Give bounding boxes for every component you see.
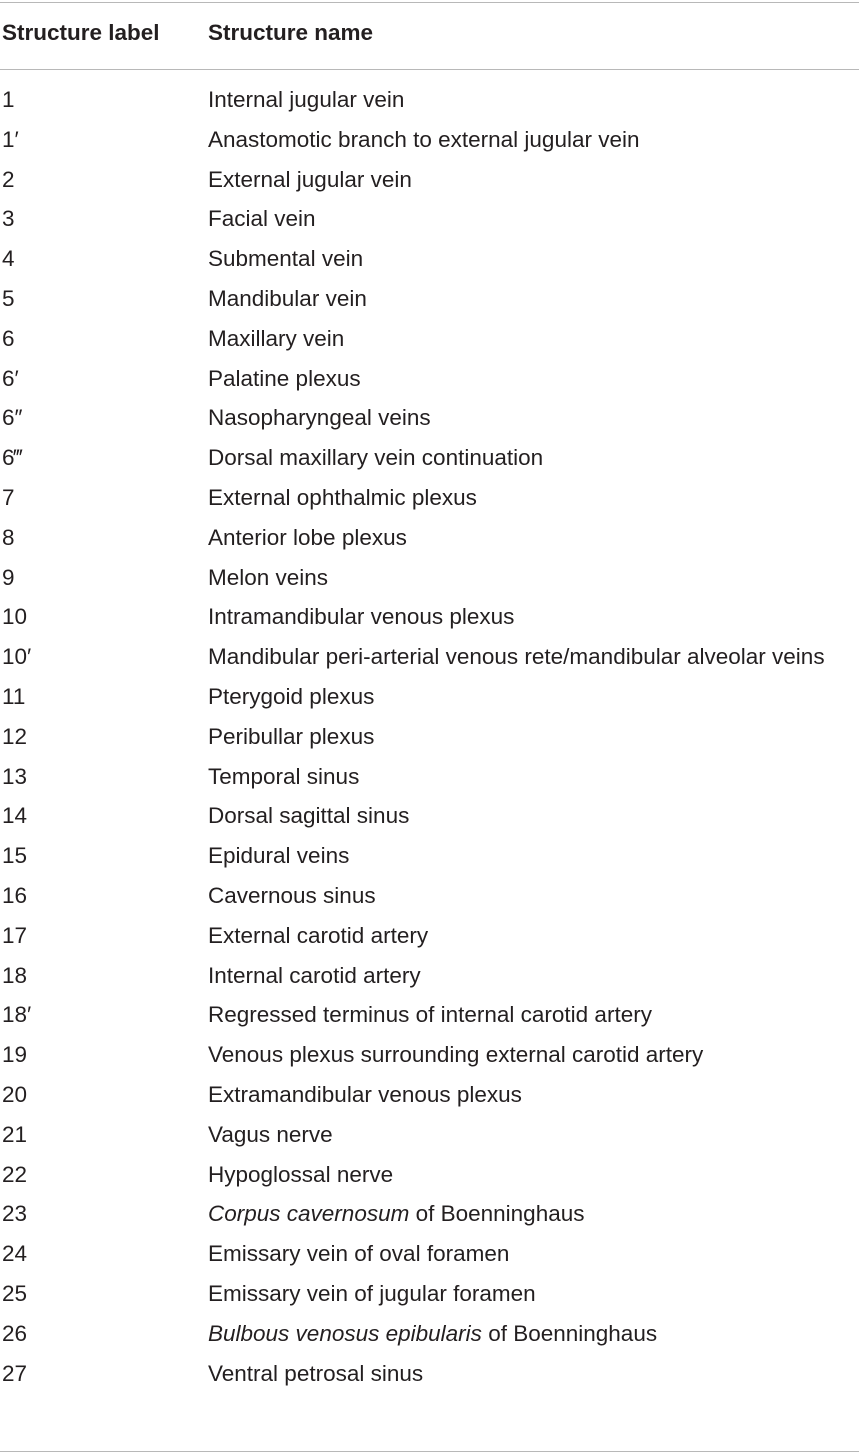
table-row: [0, 279, 859, 319]
header-structure-label: Structure label: [2, 20, 160, 45]
structure-name-cell: Melon veins: [208, 564, 329, 590]
structure-label-cell: 3: [2, 206, 15, 232]
structure-name-cell: Nasopharyngeal veins: [208, 405, 431, 431]
table-row: [0, 1194, 859, 1234]
table-body: [0, 80, 859, 1393]
table-top-rule: [0, 2, 859, 3]
structure-label-cell: 23: [2, 1201, 28, 1227]
structure-name-cell: Anterior lobe plexus: [208, 524, 407, 550]
structure-name-cell: Anastomotic branch to external jugular vein: [208, 126, 640, 152]
structure-label-cell: 10: [2, 604, 28, 630]
structure-label-cell: 15: [2, 843, 28, 869]
structure-name-cell: Peribullar plexus: [208, 723, 375, 749]
structure-label-cell: 1: [2, 87, 15, 112]
structure-name-rest: of Boenninghaus: [409, 1201, 585, 1227]
structure-label-cell: 6‴: [2, 445, 23, 471]
structure-name-cell: Intramandibular venous plexus: [208, 604, 515, 630]
structure-name-cell: Venous plexus surrounding external carotid artery: [208, 1042, 704, 1068]
header-structure-name: Structure name: [208, 20, 374, 45]
structure-label-cell: 25: [2, 1280, 28, 1306]
structure-name-cell: Emissary vein of oval foramen: [208, 1241, 510, 1267]
structure-label-cell: 6: [2, 325, 15, 351]
structure-label-cell: 11: [2, 683, 26, 709]
structure-label-cell: 2: [2, 166, 15, 192]
structure-label-cell: 26: [2, 1320, 28, 1346]
structure-name-cell: Maxillary vein: [208, 325, 345, 351]
table-row: [0, 757, 859, 797]
structure-name-cell: Facial vein: [208, 206, 316, 232]
structure-name-cell: Palatine plexus: [208, 365, 361, 391]
structure-name-cell: Dorsal sagittal sinus: [208, 803, 410, 829]
structure-label-cell: 4: [2, 246, 15, 272]
structure-name-cell: Ventral petrosal sinus: [208, 1360, 424, 1386]
table-row: [0, 160, 859, 200]
table-row: [0, 1314, 859, 1354]
structure-label-cell: 7: [2, 484, 15, 510]
structure-name-cell: Epidural veins: [208, 843, 350, 869]
structure-label-cell: 18: [2, 962, 28, 988]
table-row: [0, 956, 859, 996]
table-row: [0, 1075, 859, 1115]
structure-name-cell: Emissary vein of jugular foramen: [208, 1280, 536, 1306]
table-row: [0, 319, 859, 359]
structure-name-cell: Internal carotid artery: [208, 962, 421, 988]
table-row: [0, 1354, 859, 1394]
structure-label-cell: 17: [2, 922, 28, 948]
table-row: [0, 1274, 859, 1314]
structure-label-cell: 6′: [2, 365, 19, 391]
table-row: [0, 1234, 859, 1274]
structure-name-cell: External carotid artery: [208, 922, 429, 948]
structure-label-cell: 21: [2, 1121, 28, 1147]
structure-name-cell: Mandibular peri-arterial venous rete/mandibular alveolar veins: [208, 644, 825, 670]
structure-name-cell: Dorsal maxillary vein continuation: [208, 445, 544, 471]
table-row: [0, 478, 859, 518]
table-row: [0, 796, 859, 836]
table-row: [0, 438, 859, 478]
structure-name-italic: Bulbous venosus epibularis: [208, 1320, 482, 1346]
structure-label-cell: 5: [2, 285, 15, 311]
structure-name-cell: Hypoglossal nerve: [208, 1161, 394, 1187]
structure-label-cell: 24: [2, 1241, 28, 1267]
table-row: [0, 1115, 859, 1155]
table-row: [0, 836, 859, 876]
table-row: [0, 518, 859, 558]
structure-name-cell: Regressed terminus of internal carotid artery: [208, 1002, 652, 1028]
structure-name-cell: [208, 1314, 856, 1354]
table-header: [0, 18, 859, 48]
table-row: [0, 80, 859, 120]
structure-name-cell: Extramandibular venous plexus: [208, 1081, 522, 1107]
structure-name-cell: External jugular vein: [208, 166, 412, 192]
table-row: [0, 199, 859, 239]
structure-label-cell: 22: [2, 1161, 28, 1187]
structure-name-cell: Cavernous sinus: [208, 882, 376, 908]
table-row: [0, 239, 859, 279]
structure-label-cell: 16: [2, 882, 28, 908]
structure-label-cell: 9: [2, 564, 15, 590]
structure-name-cell: Pterygoid plexus: [208, 683, 375, 709]
table-row: [0, 597, 859, 637]
structure-label-cell: 27: [2, 1360, 28, 1386]
structure-label-cell: 14: [2, 803, 28, 829]
table-row: [0, 677, 859, 717]
structure-label-cell: 13: [2, 763, 28, 789]
table-row: [0, 995, 859, 1035]
table-row: [0, 637, 859, 677]
structure-label-cell: 18′: [2, 1002, 32, 1028]
structure-label-cell: 20: [2, 1081, 28, 1107]
structure-name-italic: Corpus cavernosum: [208, 1201, 410, 1227]
structure-name-cell: Vagus nerve: [208, 1121, 333, 1147]
table-row: [0, 398, 859, 438]
structure-name-cell: Submental vein: [208, 246, 364, 272]
structure-label-cell: 6″: [2, 405, 23, 431]
structure-name-cell: External ophthalmic plexus: [208, 484, 477, 510]
table-row: [0, 717, 859, 757]
structure-label-cell: 1′: [2, 126, 19, 152]
structure-label-cell: 19: [2, 1042, 28, 1068]
structure-name-rest: of Boenninghaus: [481, 1320, 658, 1346]
structure-name-cell: [208, 1194, 856, 1234]
table-header-rule: [0, 69, 859, 70]
structure-name-cell: Mandibular vein: [208, 285, 367, 311]
table-row: [0, 120, 859, 160]
structure-label-cell: 8: [2, 524, 15, 550]
table-row: [0, 1155, 859, 1195]
structure-label-cell: 10′: [2, 644, 32, 670]
structure-name-cell: Temporal sinus: [208, 763, 360, 789]
table-row: [0, 876, 859, 916]
structure-name-cell: Internal jugular vein: [208, 87, 405, 112]
table-row: [0, 558, 859, 598]
table-row: [0, 1035, 859, 1075]
structure-label-cell: 12: [2, 723, 28, 749]
table-bottom-rule: [0, 1451, 859, 1452]
table-row: [0, 359, 859, 399]
table-row: [0, 916, 859, 956]
